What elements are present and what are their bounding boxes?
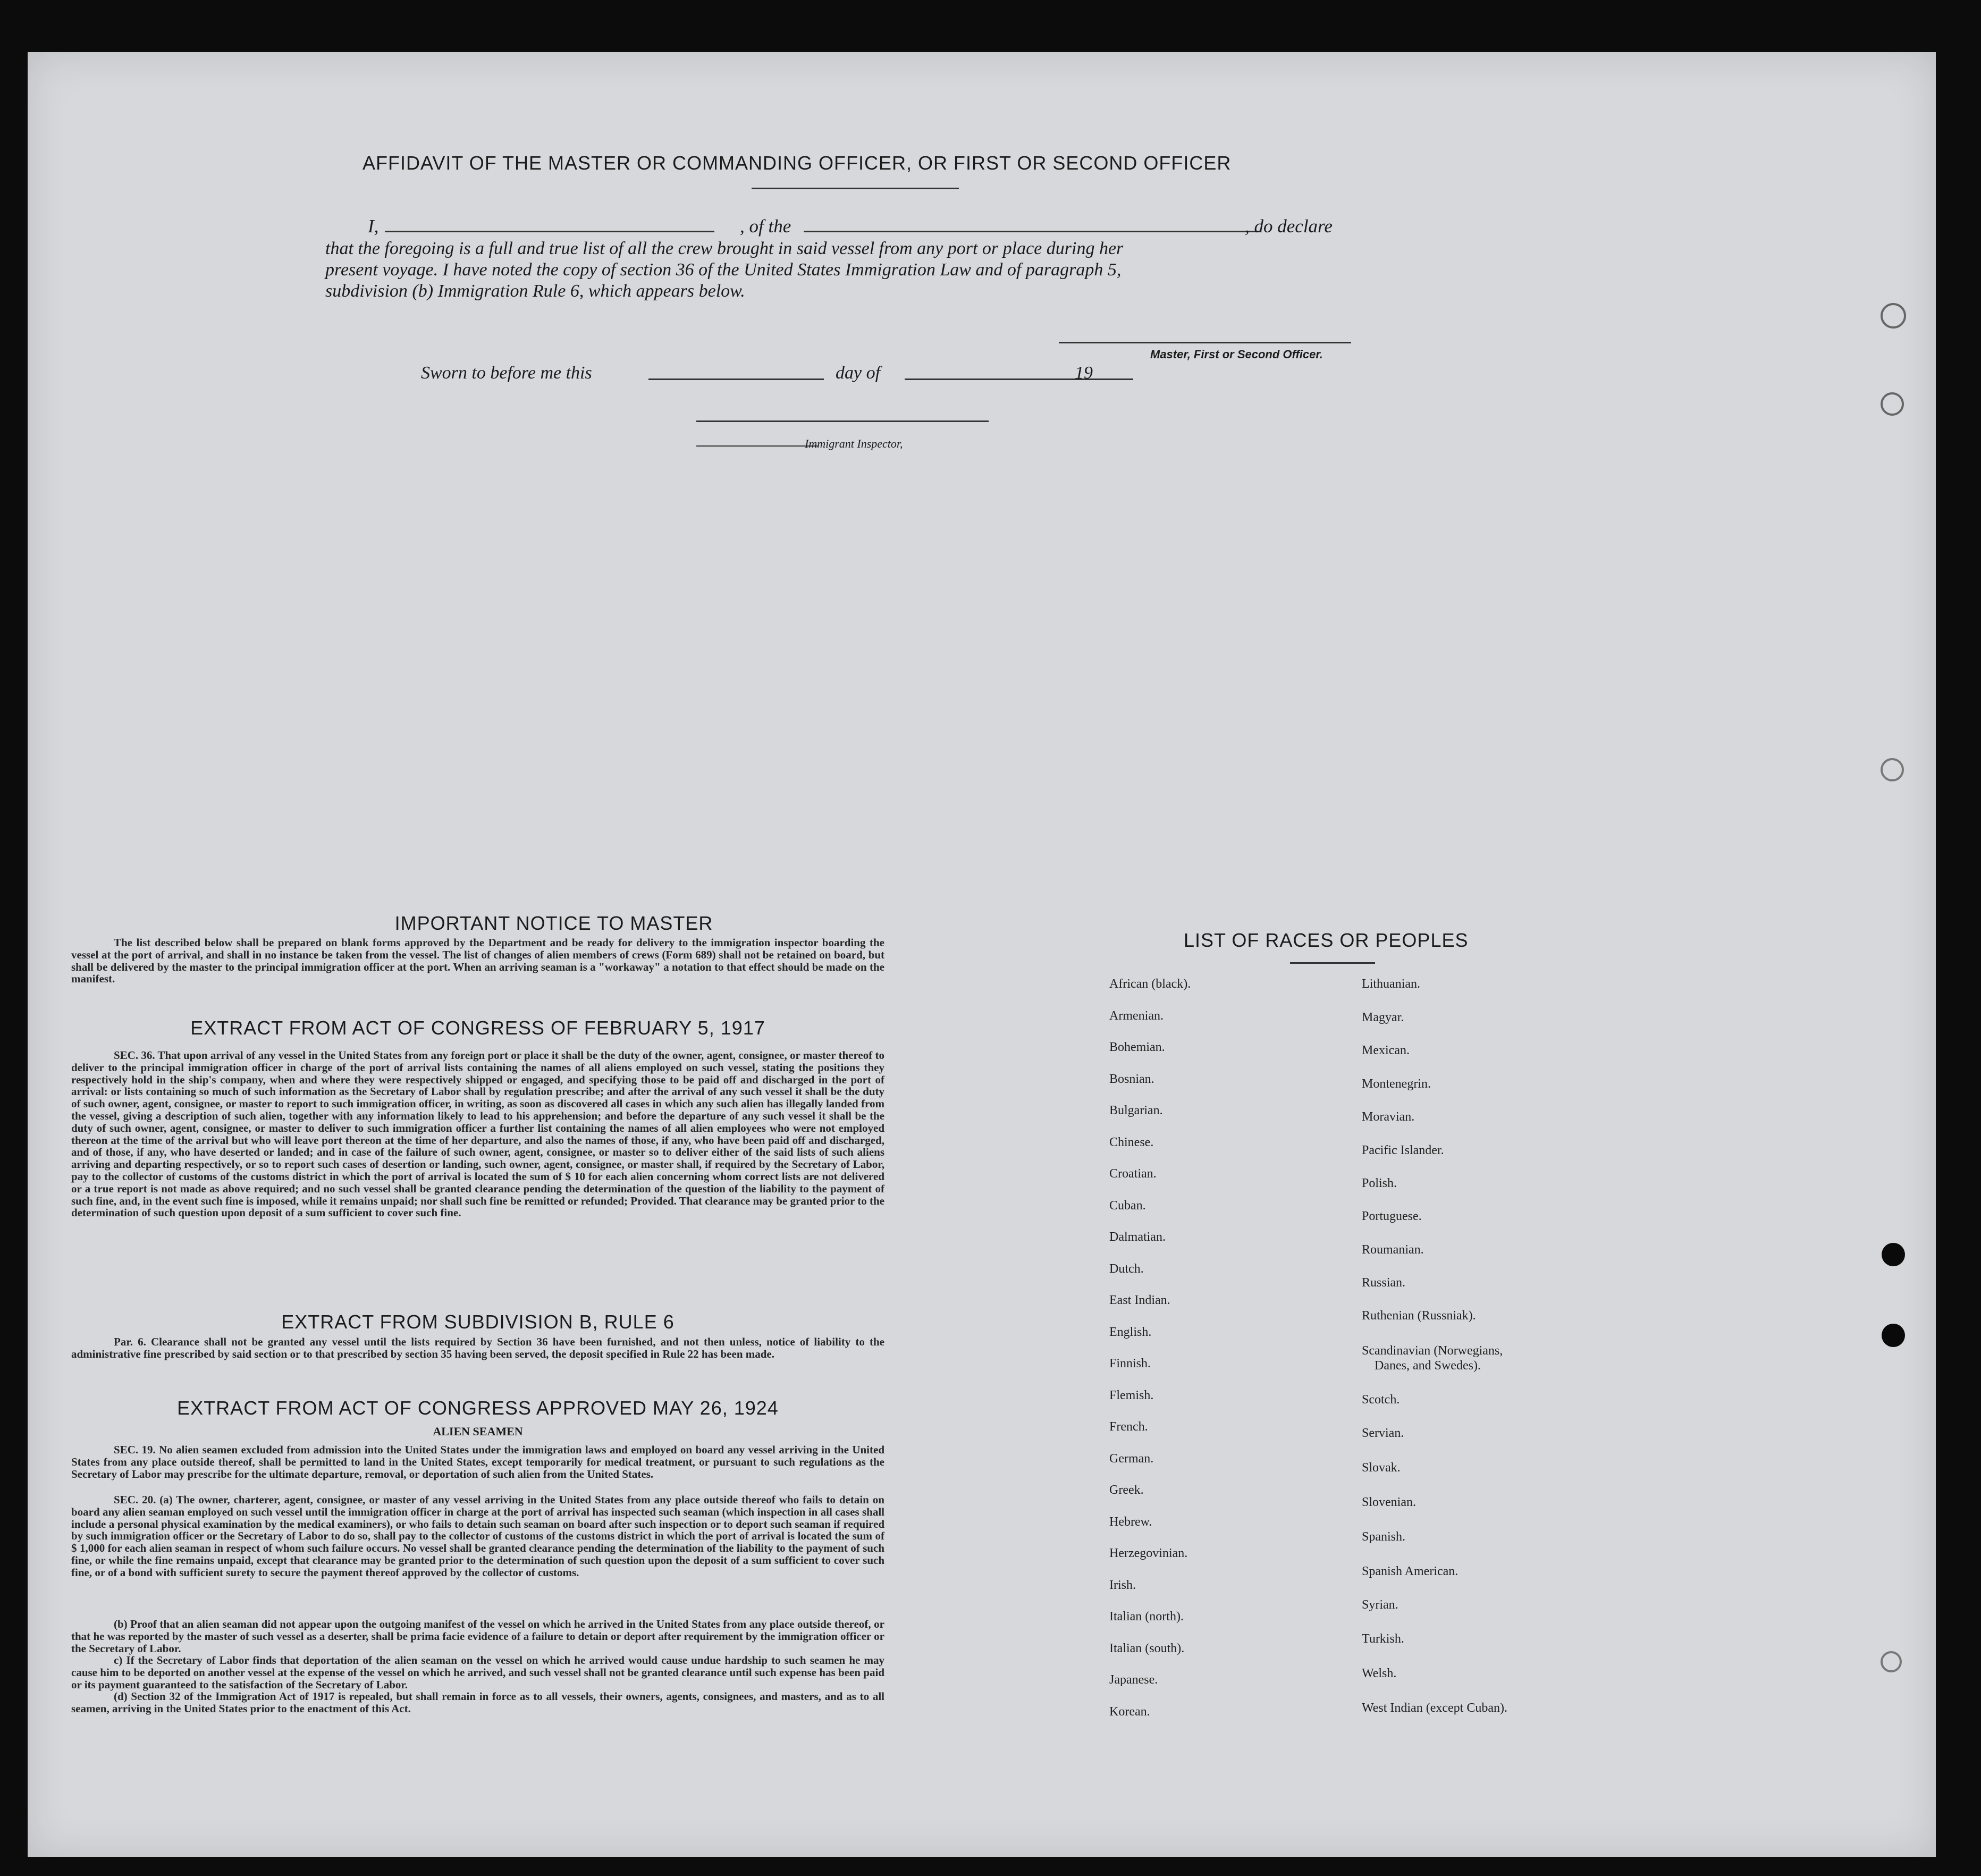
affidavit-i-label: I, [368, 216, 379, 237]
races-underline [1290, 962, 1375, 964]
race-item: Bosnian. [1109, 1072, 1154, 1086]
race-item: German. [1109, 1451, 1154, 1466]
race-item: West Indian (except Cuban). [1362, 1701, 1507, 1715]
race-item: Japanese. [1109, 1673, 1158, 1687]
race-item: Lithuanian. [1362, 977, 1420, 991]
do-declare-label: , do declare [1245, 216, 1333, 237]
race-item: Armenian. [1109, 1008, 1164, 1023]
master-signature-line[interactable] [1059, 342, 1351, 343]
race-item: East Indian. [1109, 1293, 1170, 1307]
race-item: Portuguese. [1362, 1209, 1422, 1223]
race-item: Bohemian. [1109, 1040, 1165, 1054]
race-item: French. [1109, 1420, 1148, 1434]
race-item: Welsh. [1362, 1667, 1397, 1680]
sec20a-text: SEC. 20. (a) The owner, charterer, agent, consignee, or master of any vessel arriving in the United States from any place outside thereof who fails to detain on board any alien seaman employed on such vessel until the immigration officer in charge at the port of arrival has inspected such seaman (which inspection in all cases shall include a personal physical examination by the medical examiners), or who fails to detain such seaman on board after such inspection or to deport such seaman if required by such immigration officer or the Secretary of Labor to do so, shall pay to the collector of customs of the customs district in which the port of arrival is located the sum of $ 1,000 for each alien seaman in respect of whom such failure occurs. No vessel shall be granted clearance pending the determination of the liability to the payment of such fine, or while the fine remains unpaid, except that clearance may be granted prior to the determination of such question upon the deposit of a sum sufficient to cover such fine, or of a bond with sufficient surety to secure the payment thereof approved by the collector of customs. [71, 1493, 884, 1579]
race-item: Montenegrin. [1362, 1077, 1431, 1091]
affidavit-line-2: present voyage. I have noted the copy of section 36 of the United States Immigration Law and of paragraph 5, [325, 260, 1122, 280]
race-item: Cuban. [1109, 1198, 1146, 1213]
race-item: Syrian. [1362, 1598, 1398, 1612]
race-item: Dalmatian. [1109, 1230, 1166, 1244]
extract-1917-text: SEC. 36. That upon arrival of any vessel in the United States from any foreign port or place it shall be the duty of the owner, agent, consignee, or master thereof to deliver to the principal immigration officer in charge of the port of arrival lists containing the names of all aliens employed on such vessel, stating the positions they respectively hold in the ship's company, when and where they were respectively shipped or engaged, and specifying those to be paid off and discharged in the port of arrival: or lists containing so much of such information as the Secretary of Labor shall by regulation prescribe; and after the arrival of any such vessel it shall be the duty of such owner, agent, consignee, or master to report to such immigration officer, in writing, as soon as discovered all cases in which any such alien has illegally landed from the vessel, giving a description of such alien, together with any information likely to lead to his apprehension; and before the departure of any such vessel it shall be the duty of such owner, agent, consignee, or master to deliver to such immigration officer a further list containing the names of all alien employees who were not employed thereon at the time of the arrival but who will leave port thereon at the time of her departure, and also the names of those, if any, who have been paid off and discharged, and of those, if any, who have deserted or landed; and in case of the failure of such owner, agent, consignee, or master so to deliver either of the said lists of such aliens arriving and departing respectively, or so to report such cases of desertion or landing, such owner, agent, consignee, or master shall, if required by the Secretary of Labor, pay to the collector of customs of the customs district in which the port of arrival is located the sum of $ 10 for each alien concerning whom correct lists are not delivered or a true report is not made as above required; and no such vessel shall be granted clearance pending the determination of the question of the liability to the payment of such fine, and, in the event such fine is imposed, while it remains unpaid; nor shall such fine be remitted or refunded; Provided. That clearance may be granted prior to the determination of such question upon deposit of a sum sufficient to cover such fine. [71, 1049, 884, 1219]
race-item: Pacific Islander. [1362, 1143, 1444, 1157]
day-of-label: day of [836, 363, 881, 383]
notice-text: The list described below shall be prepared on blank forms approved by the Department and be ready for delivery to the immigration inspector boarding the vessel at the port of arrival, and shall in no instance be taken from the vessel. The list of changes of alien members of crews (Form 689) shall not be retained on board, but shall be delivered by the master to the principal immigration officer at the port. When an arriving seaman is a "workaway" a notation to that effect should be made on the manifest. [71, 936, 884, 986]
race-item: Korean. [1109, 1704, 1150, 1719]
race-item: Turkish. [1362, 1632, 1404, 1646]
title-underline [752, 188, 959, 189]
race-item: Mexican. [1362, 1044, 1410, 1057]
of-the-label: , of the [740, 216, 791, 237]
race-item: Moravian. [1362, 1110, 1415, 1124]
race-item: English. [1109, 1325, 1152, 1339]
race-item: Russian. [1362, 1276, 1406, 1290]
race-item: Polish. [1362, 1176, 1397, 1190]
notice-title: IMPORTANT NOTICE TO MASTER [394, 912, 713, 934]
race-item: Servian. [1362, 1426, 1404, 1440]
race-item: Italian (north). [1109, 1610, 1184, 1623]
race-item: Bulgarian. [1109, 1104, 1163, 1117]
race-item: Greek. [1109, 1483, 1144, 1497]
year-blank[interactable] [1096, 378, 1133, 380]
inspector-label: Immigrant Inspector, [805, 437, 903, 450]
race-item: Ruthenian (Russniak). [1362, 1309, 1476, 1323]
race-item: Slovenian. [1362, 1495, 1416, 1509]
extract-1924-title: EXTRACT FROM ACT OF CONGRESS APPROVED MAY 26, 1924 [177, 1397, 779, 1419]
rule6-title: EXTRACT FROM SUBDIVISION B, RULE 6 [281, 1311, 675, 1333]
race-item: Spanish American. [1362, 1564, 1459, 1578]
race-item: Chinese. [1109, 1135, 1154, 1149]
binder-hole-4 [1881, 392, 1904, 416]
sec20b-text: (b) Proof that an alien seaman did not appear upon the outgoing manifest of the vessel on which he arrived in the United States from any place outside thereof, or that he was reported by the master of such vessel as a deserter, shall be prima facie evidence of a failure to detain or deport after requirement by the immigration officer or the Secretary of Labor. [71, 1618, 884, 1655]
races-title: LIST OF RACES OR PEOPLES [1184, 929, 1469, 951]
vessel-blank[interactable] [804, 231, 1261, 232]
race-item: Scandinavian (Norwegians, [1362, 1344, 1503, 1358]
race-item: Magyar. [1362, 1011, 1404, 1024]
race-item: Croatian. [1109, 1167, 1157, 1181]
binder-hole-6 [1881, 1651, 1902, 1672]
race-item: Slovak. [1362, 1461, 1401, 1475]
race-item: Scotch. [1362, 1393, 1400, 1407]
sec20c-text: c) If the Secretary of Labor finds that deportation of the alien seaman on the vessel on which he arrived would cause undue hardship to such seamen he may cause him to be deported on another vessel at the expense of the vessel on which he arrived, and such vessel shall not be granted clearance until such expense has been paid or its payment guaranteed to the satisfaction of the Secretary of Labor. [71, 1654, 884, 1691]
inspector-lead-line [696, 445, 819, 447]
binder-hole-5 [1881, 758, 1904, 781]
sworn-label: Sworn to before me this [421, 363, 592, 383]
affidavit-text [325, 238, 1370, 302]
race-item: Danes, and Swedes). [1375, 1359, 1481, 1373]
sec19-text: SEC. 19. No alien seamen excluded from admission into the United States under the immigration laws and employed on board any vessel arriving in the United States from any place outside thereof, shall be permitted to land in the United States, except temporarily for medical treatment, or pursuant to such regulations as the Secretary of Labor may prescribe for the ultimate departure, removal, or deportation of such alien from the United States. [71, 1443, 884, 1480]
race-item: African (black). [1109, 977, 1191, 991]
rule6-text: Par. 6. Clearance shall not be granted any vessel until the lists required by Section 36 have been furnished, and not then unless, notice of liability to the administrative fine prescribed by said section or to that prescribed by section 35 having been served, the deposit specified in Rule 22 has been made. [71, 1335, 884, 1360]
race-item: Finnish. [1109, 1357, 1151, 1370]
race-item: Spanish. [1362, 1530, 1406, 1544]
name-blank[interactable] [385, 231, 714, 232]
binder-hole-2 [1882, 1324, 1905, 1347]
race-item: Hebrew. [1109, 1515, 1152, 1529]
year-prefix: 19 [1075, 363, 1093, 383]
race-item: Italian (south). [1109, 1641, 1185, 1655]
race-item: Herzegovinian. [1109, 1546, 1188, 1560]
race-item: Roumanian. [1362, 1243, 1424, 1257]
alien-seamen-subtitle: ALIEN SEAMEN [433, 1425, 523, 1438]
binder-hole-1 [1882, 1243, 1905, 1266]
race-item: Flemish. [1109, 1388, 1154, 1402]
binder-hole-3 [1881, 303, 1906, 329]
sec20d-text: (d) Section 32 of the Immigration Act of 1917 is repealed, but shall remain in force as to all vessels, their owners, agents, consignees, and masters, and as to all seamen, arriving in the United States prior to the enactment of this Act. [71, 1690, 884, 1715]
race-item: Irish. [1109, 1578, 1136, 1592]
master-signature-label: Master, First or Second Officer. [1150, 348, 1323, 361]
extract-1917-title: EXTRACT FROM ACT OF CONGRESS OF FEBRUARY 5, 1917 [190, 1017, 765, 1039]
affidavit-line-3: subdivision (b) Immigration Rule 6, which appears below. [325, 281, 745, 301]
race-item: Dutch. [1109, 1261, 1144, 1276]
affidavit-line-1: that the foregoing is a full and true list of all the crew brought in said vessel from any port or place during her [325, 239, 1124, 258]
affidavit-title: AFFIDAVIT OF THE MASTER OR COMMANDING OFFICER, OR FIRST OR SECOND OFFICER [363, 152, 1232, 174]
inspector-signature-line[interactable] [696, 420, 989, 422]
document-sheet [28, 52, 1936, 1857]
sworn-day-blank[interactable] [648, 378, 824, 380]
